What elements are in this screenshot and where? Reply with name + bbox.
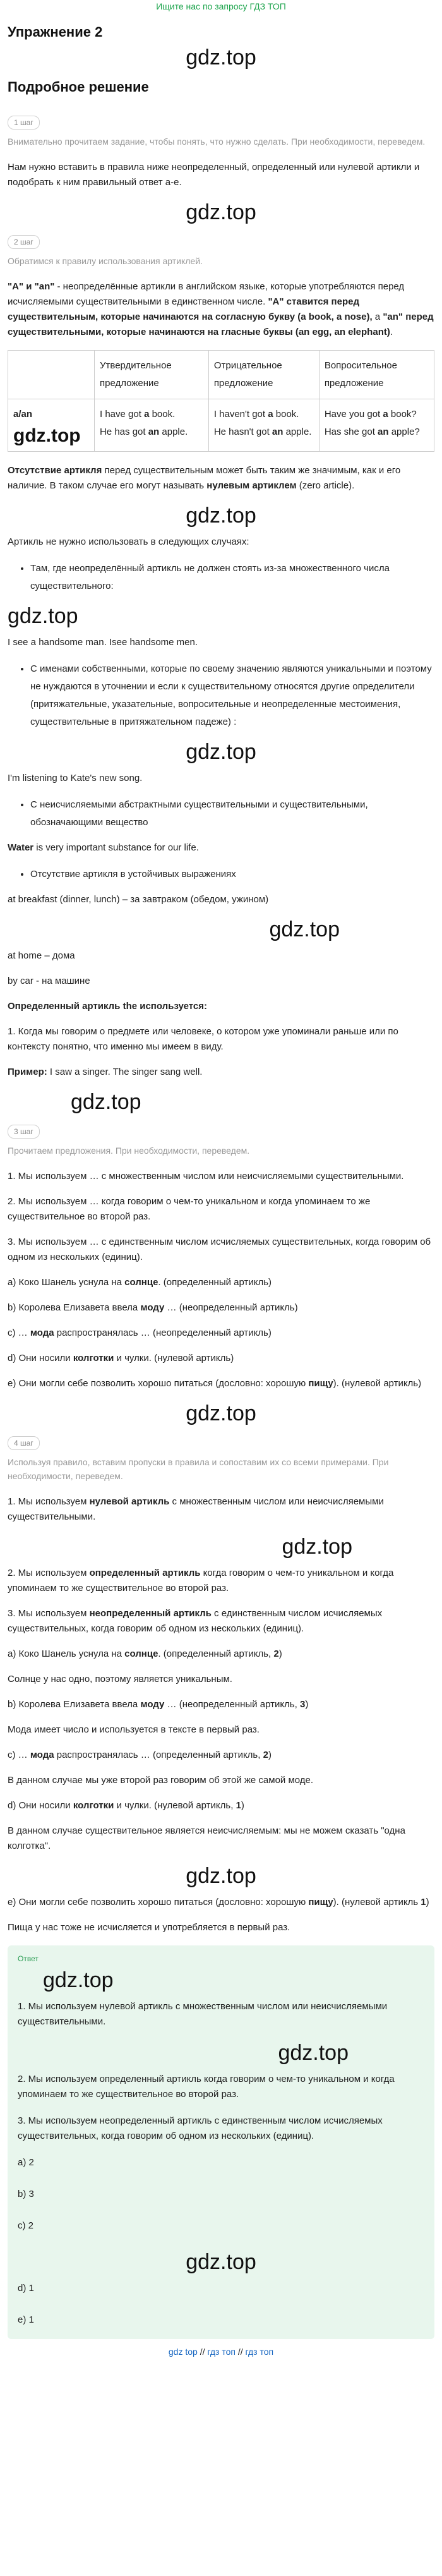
phrase: at home – дома <box>8 950 75 961</box>
answer-box <box>8 1945 434 2339</box>
zero-article-paragraph: Отсутствие артикля перед существительным может быть таким же значимым, как и его наличие. В таком случае его могут называть нулевым артиклем (zero article). <box>8 465 401 491</box>
cases-list <box>8 796 434 831</box>
cases-list <box>8 866 434 883</box>
example: Water is very important substance for our life. <box>8 842 199 853</box>
step-hint: Обратимся к правилу использования артиклей. <box>8 256 203 266</box>
sentence: 2. Мы используем … когда говорим о чем-то уникальном и когда упоминаем то же существительное во второй раз. <box>8 1196 371 1222</box>
step-badge-3: 3 шаг <box>8 1125 40 1139</box>
watermark: gdz.top <box>186 45 256 70</box>
table-row <box>8 399 434 452</box>
answer-rule: 2. Мы используем определенный артикль когда говорим о чем-то уникальном и когда упоминаем то же существительное во второй раз. <box>18 2074 395 2100</box>
table-header-row <box>8 351 434 399</box>
step-hint: Используя правило, вставим пропуски в правила и сопоставим их со всеми примерами. При необходимости, переведем. <box>8 1457 389 1481</box>
example: a) Коко Шанель уснула на солнце. (определенный артикль, 2) <box>8 1648 282 1659</box>
definite-title: Определенный артикль the используется: <box>8 1001 208 1012</box>
sentence: 1. Мы используем … с множественным числом или неисчисляемыми существительными. <box>8 1171 404 1182</box>
watermark: gdz.top <box>13 425 81 446</box>
answer-option: d) 1 <box>18 2283 34 2294</box>
rule: 2. Мы используем определенный артикль когда говорим о чем-то уникальном и когда упоминаем то же существительное во второй раз. <box>8 1568 394 1593</box>
table-row-label: a/an gdz.top <box>8 399 95 452</box>
footer: gdz top // гдз топ // гдз топ <box>168 2347 274 2357</box>
example: c) … мода распространялась … (определенный артикль, 2) <box>8 1750 272 1760</box>
cases-list <box>8 560 434 595</box>
table-header-cell: Вопросительное предложение <box>319 351 434 399</box>
watermark: gdz.top <box>186 2250 256 2274</box>
example: b) Королева Елизавета ввела моду … (неопределенный артикль, 3) <box>8 1699 309 1710</box>
example: I'm listening to Kate's new song. <box>8 773 143 783</box>
step-badge-4: 4 шаг <box>8 1436 40 1450</box>
list-item: • Отсутствие артикля в устойчивых выражениях <box>30 866 434 883</box>
watermark: gdz.top <box>269 917 340 941</box>
example: e) Они могли себе позволить хорошо питаться (дословно: хорошую пищу). (нулевой артикль 1) <box>8 1897 429 1908</box>
note: В данном случае мы уже второй раз говорим об этой же самой моде. <box>8 1775 314 1786</box>
cases-list <box>8 660 434 731</box>
step-hint: Внимательно прочитаем задание, чтобы понять, что нужно сделать. При необходимости, переведем. <box>8 136 426 147</box>
table-cell: I haven't got a book. He hasn't got an apple. <box>208 399 319 452</box>
watermark: gdz.top <box>71 1090 141 1114</box>
note: Солнце у нас одно, поэтому является уникальным. <box>8 1674 232 1684</box>
page-content <box>0 24 442 2357</box>
answer-rule: 3. Мы используем неопределенный артикль с единственным числом исчисляемых существительных, когда говорим об одном из нескольких (единиц). <box>18 2115 383 2141</box>
list-item: • Там, где неопределённый артикль не должен стоять из-за множественного числа существительного: <box>30 560 434 595</box>
list-item: • С именами собственными, которые по своему значению являются уникальными и поэтому не нуждаются в уточнении и если к существительному относятся другие определители (притяжательные, указательные, вопросительные и неопределенные местоимения, существительные в притяжательном падеже) : <box>30 660 434 731</box>
step-hint: Прочитаем предложения. При необходимости, переведем. <box>8 1146 250 1156</box>
answer-option: a) 2 <box>18 2157 34 2168</box>
list-item: • С неисчисляемыми абстрактными существительными и существительными, обозначающими вещество <box>30 796 434 831</box>
sentence: 3. Мы используем … с единственным числом исчисляемых существительных, когда говорим об одном из нескольких (единиц). <box>8 1237 431 1262</box>
footer-link[interactable]: гдз топ <box>207 2347 236 2357</box>
example: c) … мода распространялась … (неопределенный артикль) <box>8 1327 272 1338</box>
phrase: by car - на машине <box>8 976 90 986</box>
answer-rule: 1. Мы используем нулевой артикль с множественным числом или неисчисляемыми существительными. <box>18 2001 388 2027</box>
watermark: gdz.top <box>186 1864 256 1888</box>
example: I see a handsome man. Isee handsome men. <box>8 637 198 648</box>
example: Пример: I saw a singer. The singer sang well. <box>8 1067 203 1077</box>
step-text: Нам нужно вставить в правила ниже неопределенный, определенный или нулевой артикли и подобрать к ним правильный ответ а-е. <box>8 162 420 188</box>
note: Пища у нас тоже не исчисляется и употребляется в первый раз. <box>8 1922 290 1933</box>
rule: 1. Мы используем нулевой артикль с множественным числом или неисчисляемыми существительными. <box>8 1496 384 1522</box>
top-banner: Ищите нас по запросу ГДЗ ТОП <box>156 1 286 11</box>
answer-label: Ответ <box>18 1954 39 1963</box>
watermark: gdz.top <box>8 604 78 628</box>
table-header-cell: Отрицательное предложение <box>208 351 319 399</box>
watermark: gdz.top <box>186 504 256 528</box>
table-cell: Have you got a book? Has she got an apple? <box>319 399 434 452</box>
example: a) Коко Шанель уснула на солнце. (определенный артикль) <box>8 1277 272 1288</box>
article-table <box>8 350 434 452</box>
watermark: gdz.top <box>186 200 256 224</box>
watermark: gdz.top <box>282 1535 352 1559</box>
note: Мода имеет число и используется в тексте в первый раз. <box>8 1724 260 1735</box>
footer-link[interactable]: гдз топ <box>245 2347 274 2357</box>
answer-option: b) 3 <box>18 2189 34 2199</box>
table-header-cell <box>8 351 95 399</box>
rule: 3. Мы используем неопределенный артикль с единственным числом исчисляемых существительных, когда говорим об одном из нескольких (единиц). <box>8 1608 383 1634</box>
cases-intro: Артикль не нужно использовать в следующих случаях: <box>8 536 249 547</box>
example: b) Королева Елизавета ввела моду … (неопределенный артикль) <box>8 1302 298 1313</box>
watermark: gdz.top <box>186 1401 256 1425</box>
phrase: at breakfast (dinner, lunch) – за завтраком (обедом, ужином) <box>8 894 269 905</box>
step-badge-1: 1 шаг <box>8 116 40 130</box>
table-cell: I have got a book. He has got an apple. <box>95 399 209 452</box>
answer-option: e) 1 <box>18 2314 34 2325</box>
watermark: gdz.top <box>278 2041 349 2065</box>
example: d) Они носили колготки и чулки. (нулевой артикль, 1) <box>8 1800 244 1811</box>
definite-rule: 1. Когда мы говорим о предмете или человеке, о котором уже упоминали раньше или по контексту понятно, что именно мы имеем в виду. <box>8 1026 398 1052</box>
answer-option: c) 2 <box>18 2220 34 2231</box>
step-badge-2: 2 шаг <box>8 235 40 249</box>
watermark: gdz.top <box>43 1968 114 1992</box>
rule-paragraph: "A" и "an" - неопределённые артикли в английском языке, которые употребляются перед исчисляемыми существительными в единственном числе. "A" ставится перед существительным, которые начинаются на согласную букву (a book, a nose), а "an" перед существительными, которые начинаются на гласные буквы (an egg, an elephant). <box>8 281 434 337</box>
note: В данном случае существительное является неисчисляемым: мы не можем сказать "одна колготка". <box>8 1825 405 1851</box>
example: d) Они носили колготки и чулки. (нулевой артикль) <box>8 1353 234 1364</box>
example: e) Они могли себе позволить хорошо питаться (дословно: хорошую пищу). (нулевой артикль) <box>8 1378 422 1389</box>
exercise-title: Упражнение 2 <box>8 24 103 40</box>
footer-link[interactable]: gdz top <box>168 2347 198 2357</box>
table-header-cell: Утвердительное предложение <box>95 351 209 399</box>
watermark: gdz.top <box>186 740 256 764</box>
solution-title: Подробное решение <box>8 79 149 95</box>
